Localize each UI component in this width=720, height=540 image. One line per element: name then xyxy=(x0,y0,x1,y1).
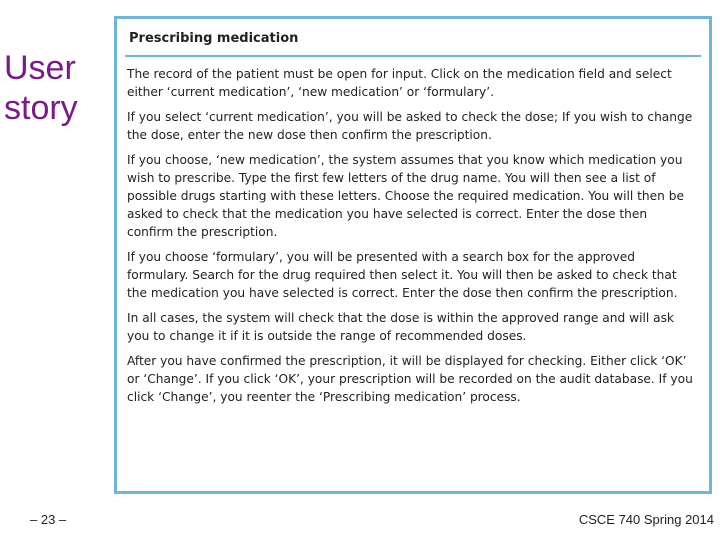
story-paragraph: In all cases, the system will check that the dose is within the approved range and will ask you to change it if it is outside the range of recommended doses. xyxy=(127,311,674,343)
story-paragraph: If you choose ‘formulary’, you will be presented with a search box for the approved formulary. Search for the drug required then select it. You will then be asked to check that the medication you have selected is correct. Enter the dose then confirm the prescription. xyxy=(127,250,678,300)
story-paragraph: The record of the patient must be open for input. Click on the medication field and select either ‘current medication’, ‘new medication’ or ‘formulary’. xyxy=(127,67,672,99)
user-story-box xyxy=(114,16,712,494)
story-paragraph: If you select ‘current medication’, you will be asked to check the dose; If you wish to change the dose, enter the new dose then confirm the prescription. xyxy=(127,110,693,142)
story-paragraph: After you have confirmed the prescription, it will be displayed for checking. Either click ‘OK’ or ‘Change’. If you click ‘OK’, your prescription will be recorded on the audit database. If you click ‘Change’, you reenter the ‘Prescribing medication’ process. xyxy=(127,354,693,404)
slide-number: – 23 – xyxy=(30,512,67,527)
slide-title: User story xyxy=(4,49,78,127)
story-paragraph: If you choose, ‘new medication’, the system assumes that you know which medication you wish to prescribe. Type the first few letters of the drug name. You will then see a list of possible drugs starting with these letters. Choose the required medication. You will then be asked to check that the medication you have selected is correct. Enter the dose then confirm the prescription. xyxy=(127,153,684,239)
story-body xyxy=(127,65,693,413)
course-footer: CSCE 740 Spring 2014 xyxy=(578,512,714,527)
header-divider xyxy=(125,55,701,57)
story-heading: Prescribing medication xyxy=(129,31,299,46)
story-header xyxy=(117,19,709,63)
